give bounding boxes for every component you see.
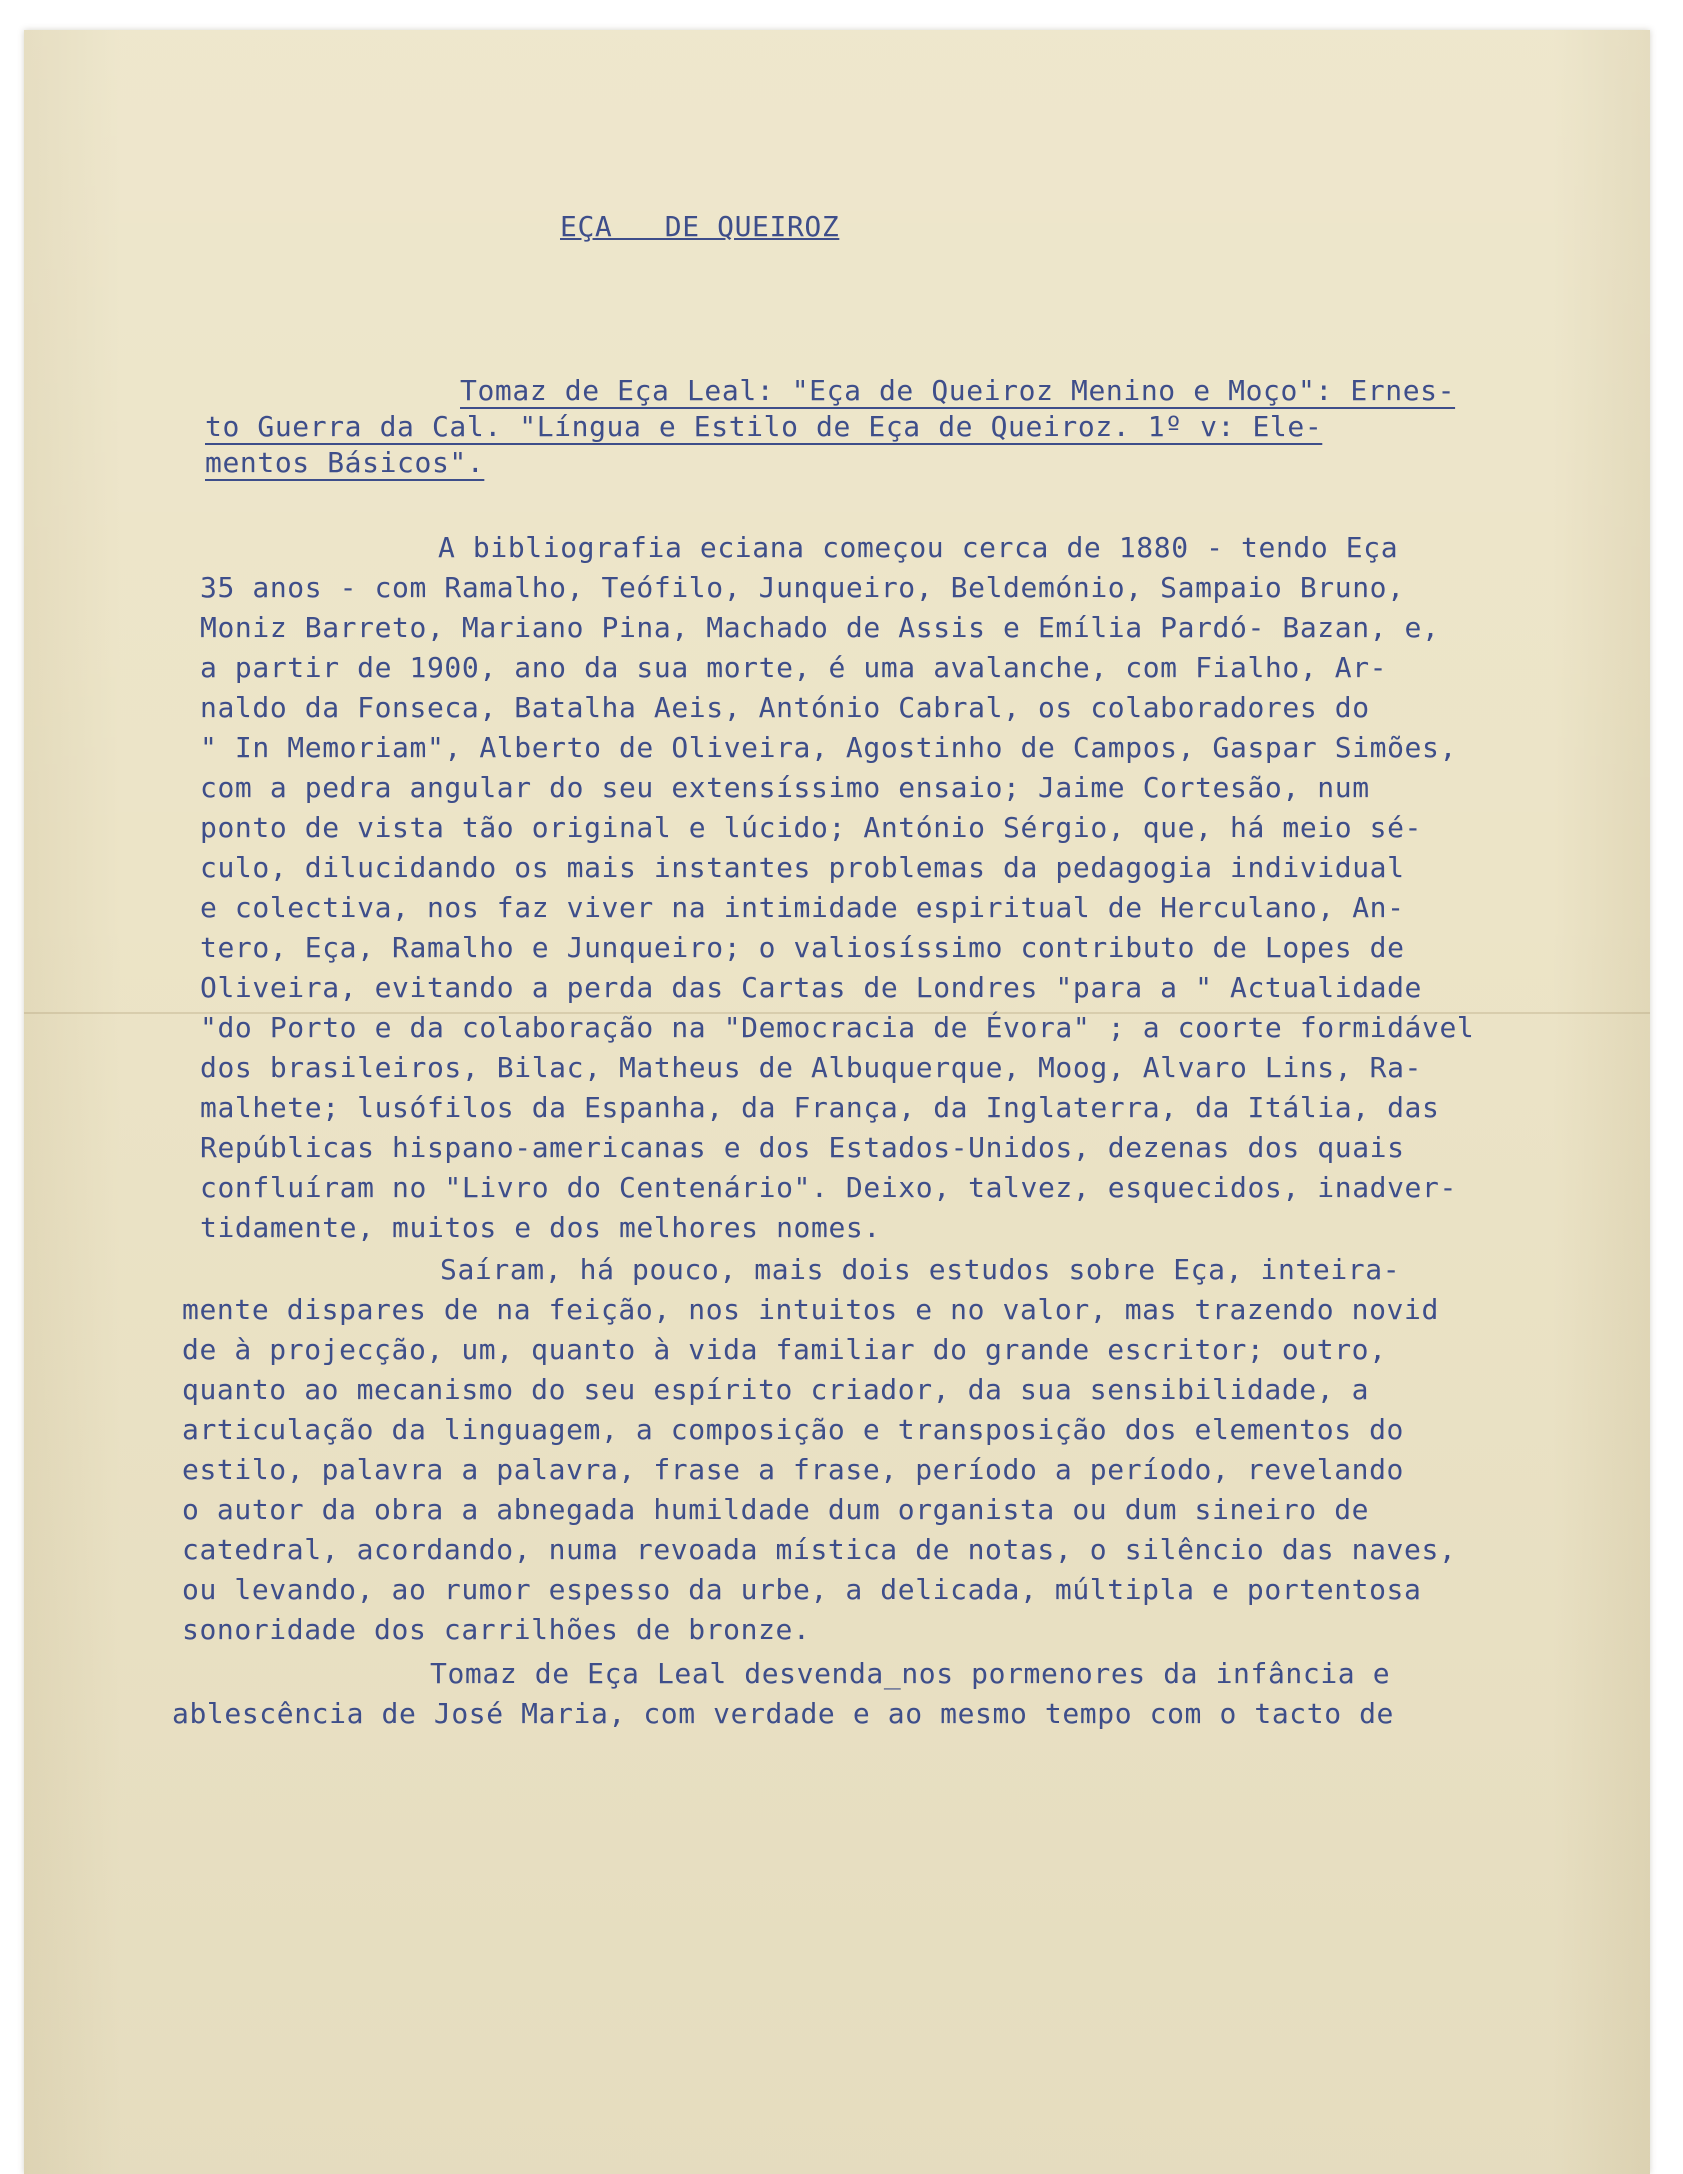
body-line: Saíram, há pouco, mais dois estudos sobre Eça, inteira-: [440, 1253, 1401, 1286]
page-title: EÇA DE QUEIROZ: [560, 210, 840, 243]
body-line: "do Porto e da colaboração na "Democracia de Évora" ; a coorte formidável: [200, 1011, 1475, 1044]
body-line: culo, dilucidando os mais instantes problemas da pedagogia individual: [200, 851, 1405, 884]
reference-line: Tomaz de Eça Leal: "Eça de Queiroz Menino e Moço": Ernes-: [460, 374, 1456, 407]
body-line: dos brasileiros, Bilac, Matheus de Albuquerque, Moog, Alvaro Lins, Ra-: [200, 1051, 1423, 1084]
body-line: articulação da linguagem, a composição e transposição dos elementos do: [182, 1413, 1405, 1446]
body-line: confluíram no "Livro do Centenário". Deixo, talvez, esquecidos, inadver-: [200, 1171, 1457, 1204]
reference-line: to Guerra da Cal. "Língua e Estilo de Eça de Queiroz. 1º v: Ele-: [205, 410, 1323, 443]
body-line: sonoridade dos carrilhões de bronze.: [182, 1613, 811, 1646]
body-line: malhete; lusófilos da Espanha, da França, da Inglaterra, da Itália, das: [200, 1091, 1440, 1124]
body-line: a partir de 1900, ano da sua morte, é uma avalanche, com Fialho, Ar-: [200, 651, 1388, 684]
body-line: tidamente, muitos e dos melhores nomes.: [200, 1211, 881, 1244]
body-line: 35 anos - com Ramalho, Teófilo, Junqueiro, Beldemónio, Sampaio Bruno,: [200, 571, 1405, 604]
body-line: ablescência de José Maria, com verdade e ao mesmo tempo com o tacto de: [172, 1697, 1395, 1730]
body-line: ou levando, ao rumor espesso da urbe, a delicada, múltipla e portentosa: [182, 1573, 1422, 1606]
body-line: tero, Eça, Ramalho e Junqueiro; o valiosíssimo contributo de Lopes de: [200, 931, 1405, 964]
body-line: Tomaz de Eça Leal desvenda_nos pormenores da infância e: [430, 1657, 1391, 1690]
body-line: " In Memoriam", Alberto de Oliveira, Agostinho de Campos, Gaspar Simões,: [200, 731, 1457, 764]
body-line: quanto ao mecanismo do seu espírito criador, da sua sensibilidade, a: [182, 1373, 1370, 1406]
body-line: Moniz Barreto, Mariano Pina, Machado de Assis e Emília Pardó- Bazan, e,: [200, 611, 1440, 644]
body-line: e colectiva, nos faz viver na intimidade espiritual de Herculano, An-: [200, 891, 1405, 924]
reference-line: mentos Básicos".: [205, 446, 485, 479]
body-line: Oliveira, evitando a perda das Cartas de Londres "para a " Actualidade: [200, 971, 1423, 1004]
body-line: de à projecção, um, quanto à vida familiar do grande escritor; outro,: [182, 1333, 1387, 1366]
body-line: mente dispares de na feição, nos intuitos e no valor, mas trazendo novid: [182, 1293, 1439, 1326]
body-line: A bibliografia eciana começou cerca de 1880 - tendo Eça: [438, 531, 1399, 564]
body-line: com a pedra angular do seu extensíssimo ensaio; Jaime Cortesão, num: [200, 771, 1370, 804]
body-line: Repúblicas hispano-americanas e dos Estados-Unidos, dezenas dos quais: [200, 1131, 1405, 1164]
body-line: naldo da Fonseca, Batalha Aeis, António Cabral, os colaboradores do: [200, 691, 1370, 724]
body-line: catedral, acordando, numa revoada mística de notas, o silêncio das naves,: [182, 1533, 1457, 1566]
body-line: ponto de vista tão original e lúcido; António Sérgio, que, há meio sé-: [200, 811, 1423, 844]
body-line: estilo, palavra a palavra, frase a frase, período a período, revelando: [182, 1453, 1405, 1486]
body-line: o autor da obra a abnegada humildade dum organista ou dum sineiro de: [182, 1493, 1370, 1526]
